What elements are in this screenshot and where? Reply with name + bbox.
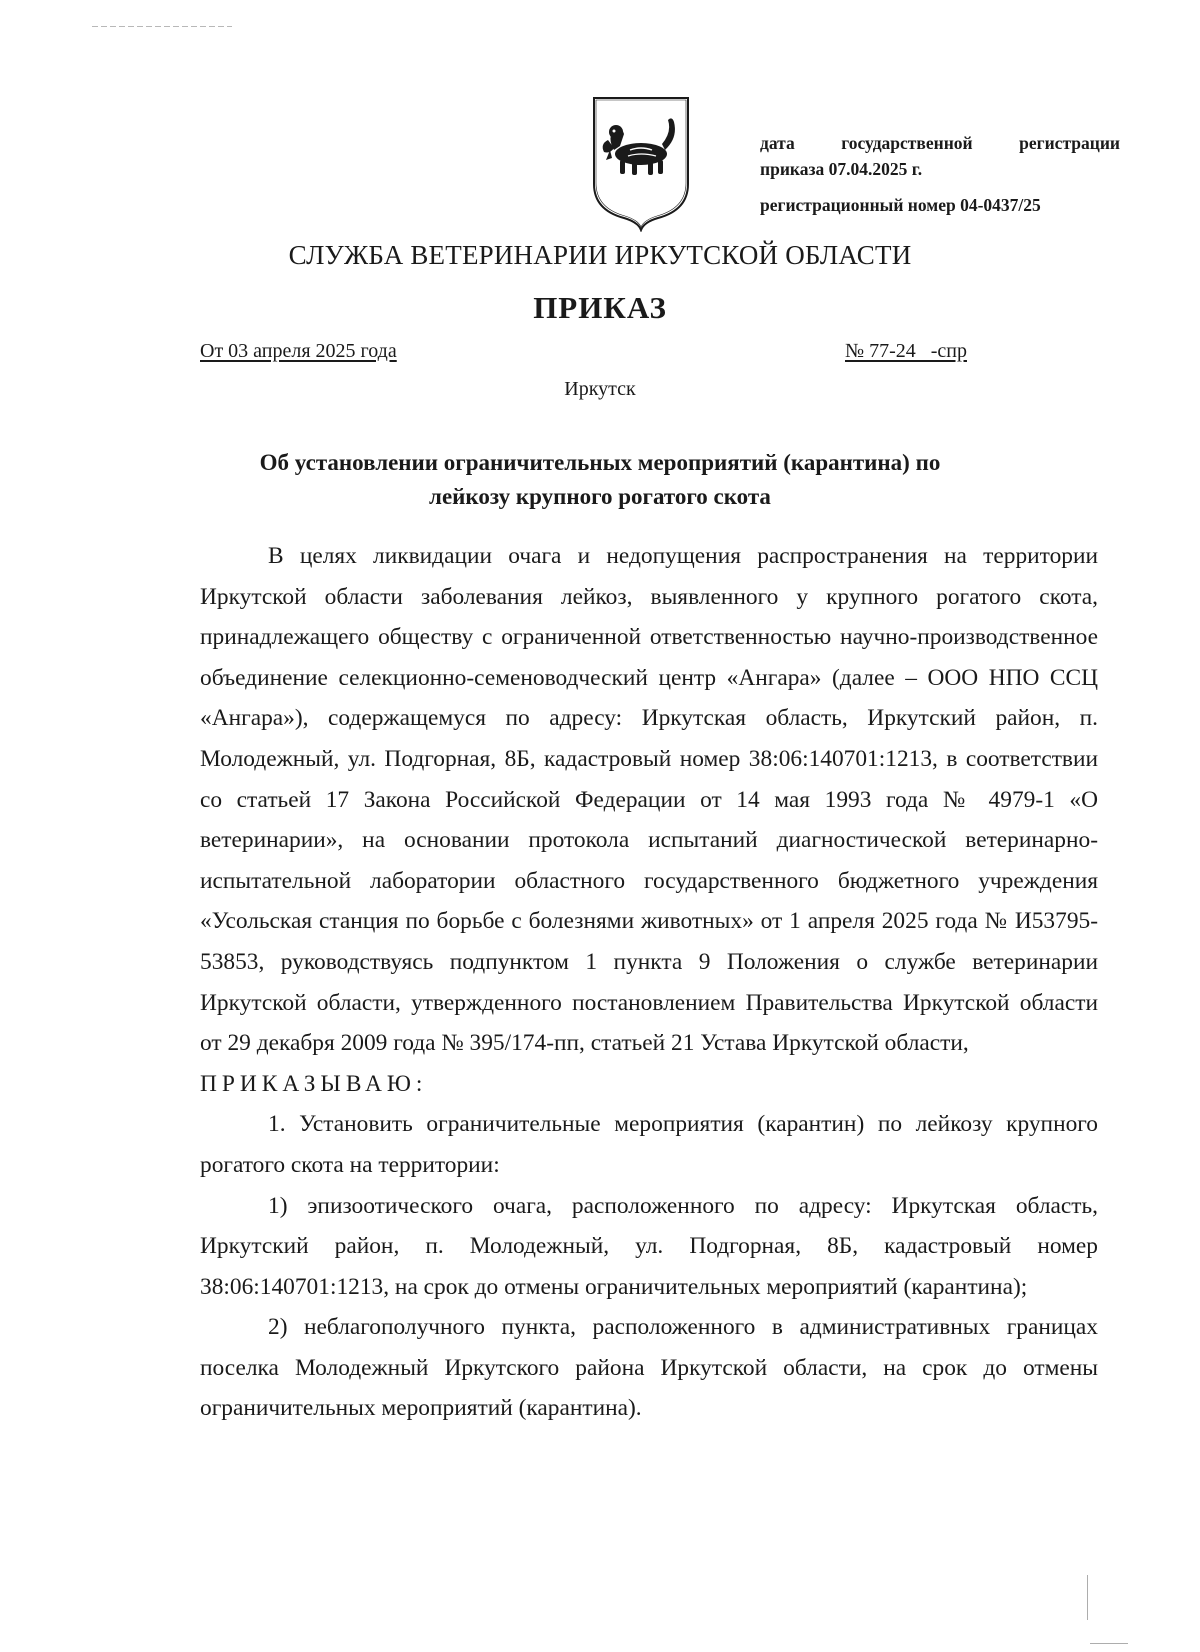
coat-of-arms-icon <box>586 92 696 232</box>
order-directive: ПРИКАЗЫВАЮ: <box>200 1070 428 1097</box>
scan-artifact-right <box>1087 1575 1088 1620</box>
item-1-paragraph: 1. Установить ограничительные мероприятия (карантин) по лейкозу крупного рогатого скота на территории: <box>200 1111 1098 1178</box>
registration-order-date: приказа 07.04.2025 г. <box>760 159 923 179</box>
registration-date-label: дата государственной регистрации <box>760 133 1120 153</box>
registration-block <box>760 130 1120 218</box>
order-city: Иркутск <box>564 378 636 400</box>
order-number: № 77-24 -спр <box>845 340 967 362</box>
preamble-paragraph: В целях ликвидации очага и недопущения распространения на территории Иркутской области заболевания лейкоз, выявленного у крупного рогатого скота, принадлежащего обществу с ограниченной ответственностью научно-производственное объединение селекционно-семеноводческий центр «Ангара» (далее – ООО НПО ССЦ «Ангара»), содержащемуся по адресу: Иркутская область, Иркутский район, п. Молодежный, ул. Подгорная, 8Б, кадастровый номер 38:06:140701:1213, в соответствии со статьей 17 Закона Российской Федерации от 14 мая 1993 года № 4979-1 «О ветеринарии», на основании протокола испытаний диагностической ветеринарно-испытательной лаборатории областного государственного бюджетного учреждения «Усольская станция по борьбе с болезнями животных» от 1 апреля 2025 года № И53795-53853, руководствуясь подпунктом 1 пункта 9 Положения о службе ветеринарии Иркутской области, утвержденного постановлением Правительства Иркутской области от 29 декабря 2009 года № 395/174-пп, статьей 21 Устава Иркутской области, <box>200 543 1098 1057</box>
subject-line-2: лейкозу крупного рогатого скота <box>429 484 771 509</box>
subitem-1-paragraph: 1) эпизоотического очага, расположенного по адресу: Иркутская область, Иркутский район, п. Молодежный, ул. Подгорная, 8Б, кадастровый номер 38:06:140701:1213, на срок до отмены ограничительных мероприятий (карантина); <box>200 1192 1098 1300</box>
subject-line-1: Об установлении ограничительных мероприятий (карантина) по <box>259 450 941 475</box>
registration-number: регистрационный номер 04-0437/25 <box>760 195 1041 215</box>
document-type: ПРИКАЗ <box>533 290 667 325</box>
scan-artifact-top <box>92 26 232 27</box>
subitem-2-paragraph: 2) неблагополучного пункта, расположенного в административных границах поселка Молодежный Иркутского района Иркутской области, на срок до отмены ограничительных мероприятий (карантина). <box>200 1314 1098 1422</box>
order-subject <box>160 446 1040 514</box>
scan-artifact-bottom <box>1090 1643 1128 1644</box>
order-date: От 03 апреля 2025 года <box>200 340 397 362</box>
agency-name: СЛУЖБА ВЕТЕРИНАРИИ ИРКУТСКОЙ ОБЛАСТИ <box>288 240 912 270</box>
order-body <box>200 536 1098 1429</box>
